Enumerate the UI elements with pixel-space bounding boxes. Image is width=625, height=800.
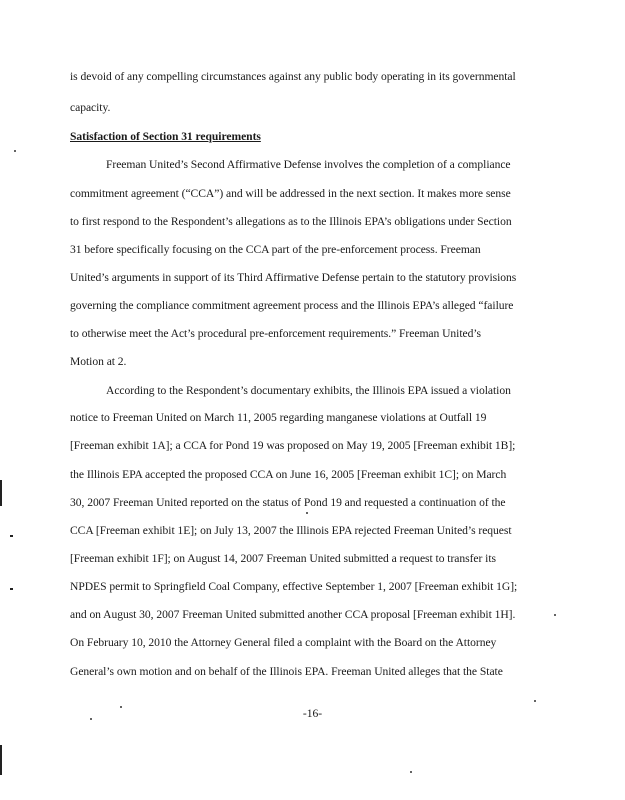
text-line: CCA [Freeman exhibit 1E]; on July 13, 2007 the Illinois EPA rejected Freeman United’s request xyxy=(70,524,512,537)
page-number: -16- xyxy=(302,707,323,720)
scan-speck xyxy=(14,150,16,152)
text-line: [Freeman exhibit 1A]; a CCA for Pond 19 was proposed on May 19, 2005 [Freeman exhibit 1B]; xyxy=(70,439,516,452)
text-line: governing the compliance commitment agreement process and the Illinois EPA’s alleged “failure xyxy=(70,299,514,312)
text-line: and on August 30, 2007 Freeman United submitted another CCA proposal [Freeman exhibit 1H]. xyxy=(70,608,516,621)
text-line: capacity. xyxy=(70,101,111,114)
text-line: Freeman United’s Second Affirmative Defense involves the completion of a compliance xyxy=(106,158,511,171)
scan-edge-mark xyxy=(10,588,13,590)
text-line: On February 10, 2010 the Attorney General filed a complaint with the Board on the Attorney xyxy=(70,636,497,649)
scan-edge-mark xyxy=(10,535,13,537)
text-line: 30, 2007 Freeman United reported on the status of Pond 19 and requested a continuation of the xyxy=(70,496,506,509)
text-line: is devoid of any compelling circumstances against any public body operating in its governmental xyxy=(70,70,516,83)
text-line: NPDES permit to Springfield Coal Company, effective September 1, 2007 [Freeman exhibit 1G]; xyxy=(70,580,518,593)
text-line: 31 before specifically focusing on the CCA part of the pre-enforcement process. Freeman xyxy=(70,243,481,256)
scan-speck xyxy=(306,512,308,514)
scan-speck xyxy=(410,771,412,773)
text-line: According to the Respondent’s documentary exhibits, the Illinois EPA issued a violation xyxy=(106,384,511,397)
text-line: General’s own motion and on behalf of the Illinois EPA. Freeman United alleges that the State xyxy=(70,665,503,678)
text-line: the Illinois EPA accepted the proposed CCA on June 16, 2005 [Freeman exhibit 1C]; on March xyxy=(70,468,507,481)
scan-speck xyxy=(554,614,556,616)
scan-speck xyxy=(120,706,122,708)
text-line: notice to Freeman United on March 11, 2005 regarding manganese violations at Outfall 19 xyxy=(70,411,487,424)
text-line: to otherwise meet the Act’s procedural pre-enforcement requirements.” Freeman United’s xyxy=(70,327,481,340)
section-heading: Satisfaction of Section 31 requirements xyxy=(70,130,261,143)
text-line: Motion at 2. xyxy=(70,355,127,368)
scan-edge-mark xyxy=(0,480,2,506)
text-line: United’s arguments in support of its Third Affirmative Defense pertain to the statutory provisions xyxy=(70,271,517,284)
text-line: to first respond to the Respondent’s allegations as to the Illinois EPA’s obligations under Section xyxy=(70,215,512,228)
scan-edge-mark xyxy=(0,745,2,775)
text-line: commitment agreement (“CCA”) and will be addressed in the next section. It makes more sense xyxy=(70,187,511,200)
text-line: [Freeman exhibit 1F]; on August 14, 2007 Freeman United submitted a request to transfer its xyxy=(70,552,496,565)
scan-speck xyxy=(90,718,92,720)
scan-speck xyxy=(534,700,536,702)
